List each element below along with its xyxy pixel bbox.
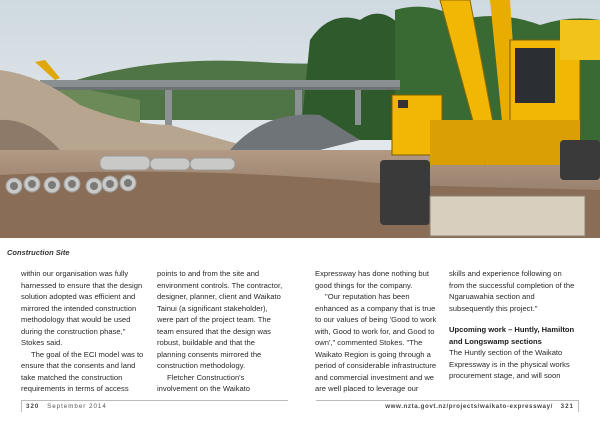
text-column-2 [157,268,285,395]
section-heading: Upcoming work – Huntly, Hamilton and Longswamp sections [449,325,575,346]
paragraph: Expressway has done nothing but good things for the company. [315,269,429,290]
paragraph: The goal of the ECI model was to ensure that the consents and land take matched the construction requirements in terms of access [21,349,144,393]
text-column-4 [449,268,577,382]
paragraph: within our organisation was fully harnessed to ensure that the design solution adopted was efficient and mirrored the intended construction methodology that would be used during the construction phase," Stokes said. [21,269,143,347]
paragraph: skills and experience following on from the successful completion of the Ngaruawahia section and subsequently this project." [449,269,575,313]
paragraph: The Huntly section of the Waikato Expressway is in the physical works procurement stage, and will soon [449,348,570,380]
project-url-link[interactable]: www.nzta.govt.nz/projects/waikato-expressway/ [385,403,553,410]
footer-left [21,400,288,412]
paragraph: Fletcher Construction's involvement on the Waikato [157,372,251,393]
paragraph: points to and from the site and environment controls. The contractor, designer, planner, client and Waikato Tainui (a significant stakeholder), were part of the project team. The team ensured that the design was robust, buildable and that the planning consents mirrored the construction methodology. [157,269,283,370]
footer-right [316,400,579,412]
page-number-right: 321 [560,403,574,410]
issue-date: September 2014 [47,403,107,410]
photo-caption: Construction Site [7,248,70,257]
page-number-left: 320 [26,403,40,410]
text-column-1 [21,268,149,395]
text-column-3 [315,268,443,395]
paragraph: "Our reputation has been enhanced as a company that is true to our values of being 'Good to work with, Good to work for, and Good to own'," commented Stokes. "The Waikato Region is going through a period of considerable infrastructure and commercial investment and we are well placed to leverage our [315,292,437,393]
